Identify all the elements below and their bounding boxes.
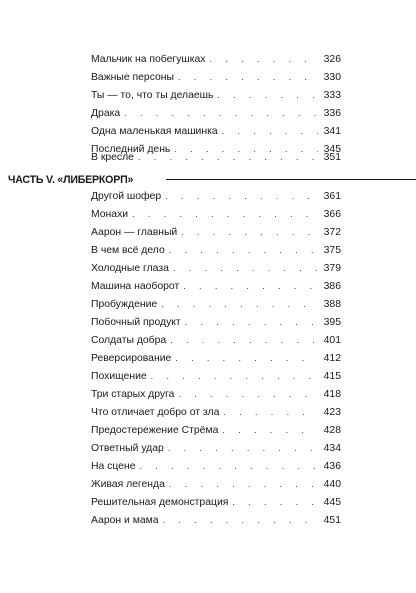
toc-leader-dots (165, 187, 318, 205)
toc-entry-title: Что отличает добро от зла (91, 407, 220, 418)
toc-entry (91, 50, 341, 68)
toc-entry-title: Ты — то, что ты делаешь (91, 90, 214, 101)
toc-entry-title: Другой шофер (91, 191, 162, 202)
toc-entry-title: Мальчик на побегушках (91, 54, 206, 65)
toc-entry (91, 475, 341, 493)
toc-entry-title: Важные персоны (91, 72, 175, 83)
toc-entry (91, 313, 341, 331)
toc-leader-dots (222, 122, 318, 140)
toc-entry-page: 388 (323, 299, 341, 310)
toc-entry-title: Холодные глаза (91, 263, 169, 274)
toc-entry-page: 395 (323, 317, 341, 328)
toc-leader-dots (132, 205, 318, 223)
toc-entry-title: Последний день (91, 144, 171, 155)
toc-leader-dots (223, 403, 318, 421)
toc-entry-page: 436 (323, 461, 341, 472)
toc-leader-dots (169, 475, 318, 493)
toc-leader-dots (124, 104, 318, 122)
toc-leader-dots (178, 385, 318, 403)
toc-entry-title: Пробуждение (91, 299, 158, 310)
toc-leader-dots (181, 223, 318, 241)
toc-entry-page: 375 (323, 245, 341, 256)
toc-leader-dots (163, 511, 318, 529)
toc-entry (91, 295, 341, 313)
toc-entry-page: 361 (323, 191, 341, 202)
toc-entry-page: 428 (323, 425, 341, 436)
toc-entry (91, 367, 341, 385)
toc-entry (91, 511, 341, 529)
toc-entry (91, 493, 341, 511)
toc-entry-page: 423 (323, 407, 341, 418)
toc-entry (91, 331, 341, 349)
toc-entry (91, 439, 341, 457)
toc-entry-page: 333 (323, 90, 341, 101)
toc-entry-title: Предостережение Стрёма (91, 425, 219, 436)
toc-entry-page: 418 (323, 389, 341, 400)
toc-entry (91, 457, 341, 475)
toc-entry (91, 104, 341, 122)
toc-entry-page: 401 (323, 335, 341, 346)
toc-entry-page: 366 (323, 209, 341, 220)
toc-entry (91, 122, 341, 140)
toc-leader-dots (178, 68, 318, 86)
part-heading: ЧАСТЬ V. «ЛИБЕРКОРП» (8, 174, 134, 186)
toc-entry-page: 326 (323, 54, 341, 65)
toc-entry-page: 386 (323, 281, 341, 292)
toc-entry (91, 241, 341, 259)
toc-entry-title: На сцене (91, 461, 136, 472)
toc-entry-page: 351 (323, 152, 341, 163)
toc-entry-page: 440 (323, 479, 341, 490)
toc-entry (91, 421, 341, 439)
toc-leader-dots (138, 148, 318, 166)
toc-leader-dots (217, 86, 318, 104)
toc-leader-dots (169, 241, 318, 259)
toc-entry (91, 403, 341, 421)
toc-entry-page: 341 (323, 126, 341, 137)
toc-leader-dots (185, 313, 318, 331)
toc-leader-dots (173, 259, 318, 277)
toc-entry (91, 277, 341, 295)
toc-entry-title: Решительная демонстрация (91, 497, 229, 508)
toc-leader-dots (140, 457, 319, 475)
toc-entry (91, 86, 341, 104)
toc-entry (91, 259, 341, 277)
toc-entry-title: Монахи (91, 209, 129, 220)
toc-entry (91, 385, 341, 403)
toc-entry-page: 451 (323, 515, 341, 526)
toc-entry (91, 223, 341, 241)
toc-entry-title: Ответный удар (91, 443, 164, 454)
toc-entry-title: Живая легенда (91, 479, 165, 490)
toc-entry-page: 445 (323, 497, 341, 508)
toc-leader-dots (183, 277, 318, 295)
toc-entry-title: Одна маленькая машинка (91, 126, 218, 137)
toc-entry-title: Драка (91, 108, 121, 119)
toc-entry-page: 415 (323, 371, 341, 382)
toc-entry-title: Солдаты добра (91, 335, 167, 346)
toc-leader-dots (161, 295, 318, 313)
toc-entry (91, 187, 341, 205)
toc-entry-title: Аарон и мама (91, 515, 159, 526)
toc-entry-title: Реверсирование (91, 353, 172, 364)
toc-leader-dots (232, 493, 318, 511)
toc-entry-title: Три старых друга (91, 389, 175, 400)
toc-entry (91, 349, 341, 367)
toc-entry-page: 345 (323, 144, 341, 155)
toc-leader-dots (170, 331, 318, 349)
toc-entry-title: В кресле (91, 152, 134, 163)
toc-entry-page: 330 (323, 72, 341, 83)
toc-entry-page: 336 (323, 108, 341, 119)
toc-entry-title: Побочный продукт (91, 317, 181, 328)
toc-entry-page: 379 (323, 263, 341, 274)
toc-entry-title: Похищение (91, 371, 147, 382)
toc-entry-page: 434 (323, 443, 341, 454)
toc-leader-dots (209, 50, 318, 68)
toc-entry-title: В чем всё дело (91, 245, 165, 256)
part-heading-rule (166, 179, 416, 180)
toc-entry-page: 412 (323, 353, 341, 364)
toc-entry-page: 372 (323, 227, 341, 238)
toc-leader-dots (222, 421, 318, 439)
toc-entry-title: Аарон — главный (91, 227, 178, 238)
toc-leader-dots (151, 367, 318, 385)
toc-entry-title: Машина наоборот (91, 281, 180, 292)
toc-entry (91, 68, 341, 86)
toc-leader-dots (175, 349, 318, 367)
toc-entry (91, 148, 341, 166)
toc-entry (91, 205, 341, 223)
toc-leader-dots (168, 439, 318, 457)
